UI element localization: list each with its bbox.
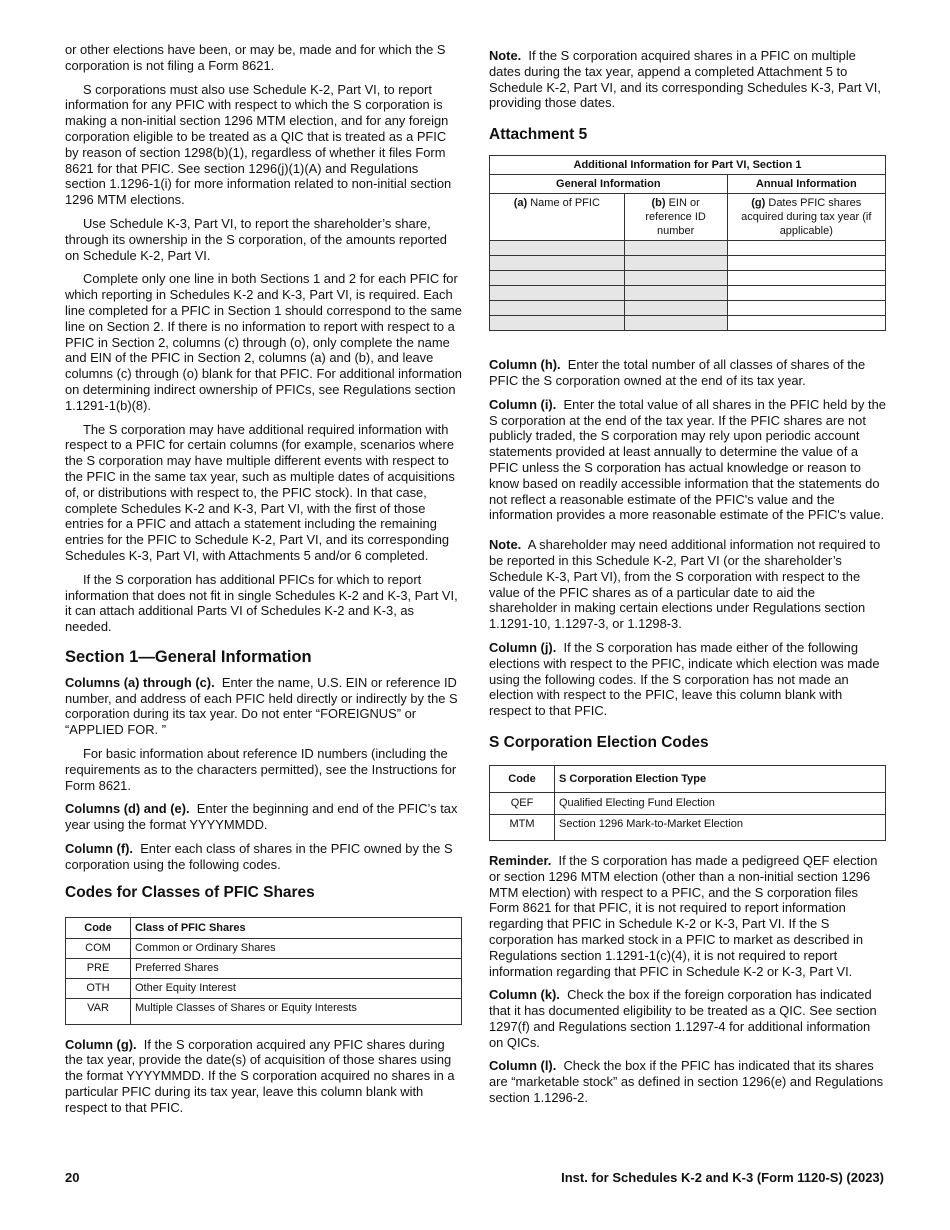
column-i-paragraph <box>489 397 886 523</box>
columns-a-c-paragraph <box>65 675 462 738</box>
code-cell: VAR <box>66 998 131 1024</box>
paragraph-text: Enter the total value of all shares in the PFIC held by the S corporation at the end of the tax year. If the PFIC shares are not publicly traded, the S corporation may rely upon periodic account statements provided at least annually to determine the value of a PFIC unless the S corporation has actual knowledge or reason to know based on readily accessible information that the statements do not reflect a reasonable estimate of the PFIC's value and the information provides a more reasonable estimate of the PFIC's value. <box>489 396 886 523</box>
lead-label: Column (l). <box>489 1058 557 1074</box>
lead-label: Column (g). <box>65 1036 137 1052</box>
paragraph-text: Enter the beginning and end of the PFIC’s tax year using the format YYYYMMDD. <box>65 801 458 833</box>
column-f-paragraph <box>65 841 462 873</box>
paragraph-text: A shareholder may need additional information not required to be reported in this Schedule K-2, Part VI (or the shareholder’s Schedule K-3, Part VI), from the S corporation with respect to the value of the PFIC shares as of a particular date to aid the shareholder in making certain elections under Regulations section 1.1291-10, 1.1297-3, or 1.1298-3. <box>489 537 881 632</box>
input-cell <box>490 241 625 256</box>
table-row <box>490 271 886 286</box>
input-cell <box>490 271 625 286</box>
column-letter: (b) <box>651 197 666 210</box>
lead-label: Column (h). <box>489 357 561 373</box>
column-letter: (g) <box>751 197 766 210</box>
input-cell <box>490 316 625 331</box>
paragraph-text: Check the box if the PFIC has indicated that its shares are “marketable stock” as defined in section 1296(e) and Regulations section 1.1296-2. <box>489 1058 884 1106</box>
column-header <box>490 194 625 241</box>
paragraph: S corporations must also use Schedule K-2, Part VI, to report information for any PFIC with respect to which the S corporation is making a non-initial section 1296 MTM election, and for any foreign corporation eligible to be treated as a QIC that is treated as a PFIC by reason of section 1298(b)(1), regardless of whether it files Form 8621 for that PFIC. See section 1296(j)(1)(A) and Regulations section 1.1296-1(i) for more information related to non-initial section 1296 MTM elections. <box>65 81 452 208</box>
table-title: Additional Information for Part VI, Section 1 <box>490 156 886 175</box>
lead-label: Column (k). <box>489 987 560 1003</box>
paragraph-text: Enter the name, U.S. EIN or reference ID number, and address of each PFIC held directly or indirectly by the S corporation during its tax year. Do not enter “FOREIGNUS” or “APPLIED FOR. ” <box>65 674 458 738</box>
lead-label: Note. <box>489 48 522 63</box>
column-header: S Corporation Election Type <box>555 765 886 792</box>
code-cell: MTM <box>490 814 555 840</box>
attachment5-heading: Attachment 5 <box>489 126 588 144</box>
note-paragraph <box>489 537 886 632</box>
column-header: Code <box>490 765 555 792</box>
code-cell: COM <box>66 938 131 958</box>
description-cell: Qualified Electing Fund Election <box>555 792 886 814</box>
paragraph: The S corporation may have additional required information with respect to a PFIC for certain columns (for example, scenarios where the S corporation may have multiple different events with respect to the PFIC in the same tax year, such as multiple dates of acquisitions of, or distributions with respect to, the PFIC stock). In that case, complete Schedules K-2 and K-3, Part VI, with the first of those entries for a PFIC and attach a statement including the remaining entries for the PFIC to Schedule K-2, Part VI, and its corresponding Schedules K-3, Part VI, with Attachments 5 and/or 6 completed. <box>65 421 455 563</box>
right-column <box>489 48 886 1114</box>
table-header-row <box>490 194 886 241</box>
table-row <box>490 814 886 840</box>
input-cell <box>727 316 885 331</box>
description-cell: Section 1296 Mark-to-Market Election <box>555 814 886 840</box>
table-row <box>66 998 462 1024</box>
table-header-row <box>66 917 462 938</box>
column-label: Name of PFIC <box>530 197 600 210</box>
table-header-row <box>490 765 886 792</box>
input-cell <box>490 301 625 316</box>
column-j-paragraph <box>489 640 886 719</box>
election-codes-heading: S Corporation Election Codes <box>489 733 709 751</box>
table-row <box>490 316 886 331</box>
lead-label: Columns (a) through (c). <box>65 674 215 690</box>
footer-title: Inst. for Schedules K-2 and K-3 (Form 1120-S) (2023) <box>561 1170 884 1185</box>
column-h-paragraph <box>489 357 886 389</box>
paragraph-text: Enter each class of shares in the PFIC owned by the S corporation using the following codes. <box>65 841 453 872</box>
codes-heading: Codes for Classes of PFIC Shares <box>65 883 315 901</box>
paragraph: For basic information about reference ID numbers (including the requirements as to the characters permitted), see the Instructions for Form 8621. <box>65 746 457 793</box>
column-k-paragraph <box>489 987 886 1050</box>
lead-label: Column (f). <box>65 841 134 857</box>
column-l-paragraph <box>489 1058 886 1105</box>
table-row <box>490 286 886 301</box>
column-header: Code <box>66 917 131 938</box>
paragraph-text: If the S corporation has made a pedigreed QEF election or section 1296 MTM election (other than a non-initial section 1296 MTM election) with respect to a PFIC, and the S corporation files Form 8621 for that PFIC, it is not required to report information regarding that PFIC in Schedule K-2 or K-3, Part VI. If the S corporation has marked stock in a PFIC to market as described in Regulations section 1.1291-1(c)(4), it is not required to report information regarding that PFIC in Schedule K-2 or K-3, Part VI. <box>489 852 878 979</box>
description-cell: Common or Ordinary Shares <box>131 938 462 958</box>
section1-heading: Section 1—General Information <box>65 647 312 666</box>
input-cell <box>490 256 625 271</box>
input-cell <box>624 241 727 256</box>
column-header: Class of PFIC Shares <box>131 917 462 938</box>
input-cell <box>727 256 885 271</box>
lead-label: Column (j). <box>489 639 557 655</box>
column-label: EIN or reference ID number <box>645 197 706 238</box>
description-cell: Multiple Classes of Shares or Equity Interests <box>131 998 462 1024</box>
table-row <box>66 958 462 978</box>
columns-d-e-paragraph <box>65 801 462 833</box>
paragraph-text: Enter the total number of all classes of shares of the PFIC the S corporation owned at the end of its tax year. <box>489 357 866 388</box>
input-cell <box>624 256 727 271</box>
lead-label: Note. <box>489 537 522 553</box>
column-label: Dates PFIC shares acquired during tax year (if applicable) <box>741 197 872 238</box>
table-title-row <box>490 156 886 175</box>
table-group-row <box>490 175 886 194</box>
column-header <box>624 194 727 241</box>
page-number: 20 <box>65 1170 80 1185</box>
paragraph: If the S corporation has additional PFICs for which to report information that does not fit in single Schedules K-2 and K-3, Part VI, it can attach additional Parts VI of Schedules K-2 and K-3, as needed. <box>65 571 458 635</box>
paragraph-text: If the S corporation acquired any PFIC shares during the tax year, provide the date(s) of acquisition of those shares using the format YYYYMMDD. If the S corporation acquired no shares in a particular PFIC during its tax year, leave this column blank with respect to that PFIC. <box>65 1036 455 1115</box>
group-header: Annual Information <box>727 175 885 194</box>
paragraph-text: If the S corporation acquired shares in a PFIC on multiple dates during the tax year, append a completed Attachment 5 to Schedule K-2, Part VI, and its corresponding Schedules K-3, Part VI, providing those dates. <box>489 48 881 111</box>
group-header: General Information <box>490 175 728 194</box>
table-row <box>490 256 886 271</box>
attachment5-table <box>489 155 886 331</box>
paragraph-text: Check the box if the foreign corporation has indicated that it has documented eligibility to be treated as a QIC. See section 1297(f) and Regulations section 1.1297-4 for additional information on QICs. <box>489 987 877 1050</box>
table-row <box>66 978 462 998</box>
paragraph: or other elections have been, or may be, made and for which the S corporation is not filing a Form 8621. <box>65 42 446 73</box>
paragraph: Use Schedule K-3, Part VI, to report the shareholder’s share, through its ownership in the S corporation, of the amounts reported on Schedule K-2, Part VI. <box>65 215 447 263</box>
lead-label: Columns (d) and (e). <box>65 801 190 817</box>
input-cell <box>490 286 625 301</box>
column-g-paragraph <box>65 1037 462 1116</box>
reminder-paragraph <box>489 853 886 979</box>
table-row <box>66 938 462 958</box>
description-cell: Preferred Shares <box>131 958 462 978</box>
lead-label: Column (i). <box>489 396 557 412</box>
left-column <box>65 42 462 1124</box>
election-codes-table <box>489 765 886 841</box>
note-paragraph <box>489 48 886 111</box>
input-cell <box>727 241 885 256</box>
input-cell <box>624 316 727 331</box>
input-cell <box>727 286 885 301</box>
input-cell <box>624 271 727 286</box>
table-row <box>490 241 886 256</box>
description-cell: Other Equity Interest <box>131 978 462 998</box>
column-header <box>727 194 885 241</box>
code-cell: QEF <box>490 792 555 814</box>
table-row <box>490 301 886 316</box>
column-letter: (a) <box>513 197 528 210</box>
lead-label: Reminder. <box>489 852 552 868</box>
code-cell: PRE <box>66 958 131 978</box>
input-cell <box>624 286 727 301</box>
table-row <box>490 792 886 814</box>
input-cell <box>727 271 885 286</box>
input-cell <box>624 301 727 316</box>
paragraph: Complete only one line in both Sections 1 and 2 for each PFIC for which reporting in Schedules K-2 and K-3, Part VI, is required. Each line completed for a PFIC in Section 1 should correspond to the same line on Section 2. If there is no information to report with respect to a PFIC in Section 2, columns (c) through (o), only complete the name and EIN of the PFIC in Section 2, columns (a) and (b), and leave columns (c) through (o) blank for that PFIC. For additional information on determining indirect ownership of PFICs, see Regulations section 1.1291-1(b)(8). <box>65 271 462 413</box>
pfic-share-codes-table <box>65 917 462 1025</box>
paragraph-text: If the S corporation has made either of the following elections with respect to the PFIC, indicate which election was made using the following codes. If the S corporation has not made an election with respect to the PFIC, leave this column blank with respect to that PFIC. <box>489 639 880 719</box>
code-cell: OTH <box>66 978 131 998</box>
input-cell <box>727 301 885 316</box>
